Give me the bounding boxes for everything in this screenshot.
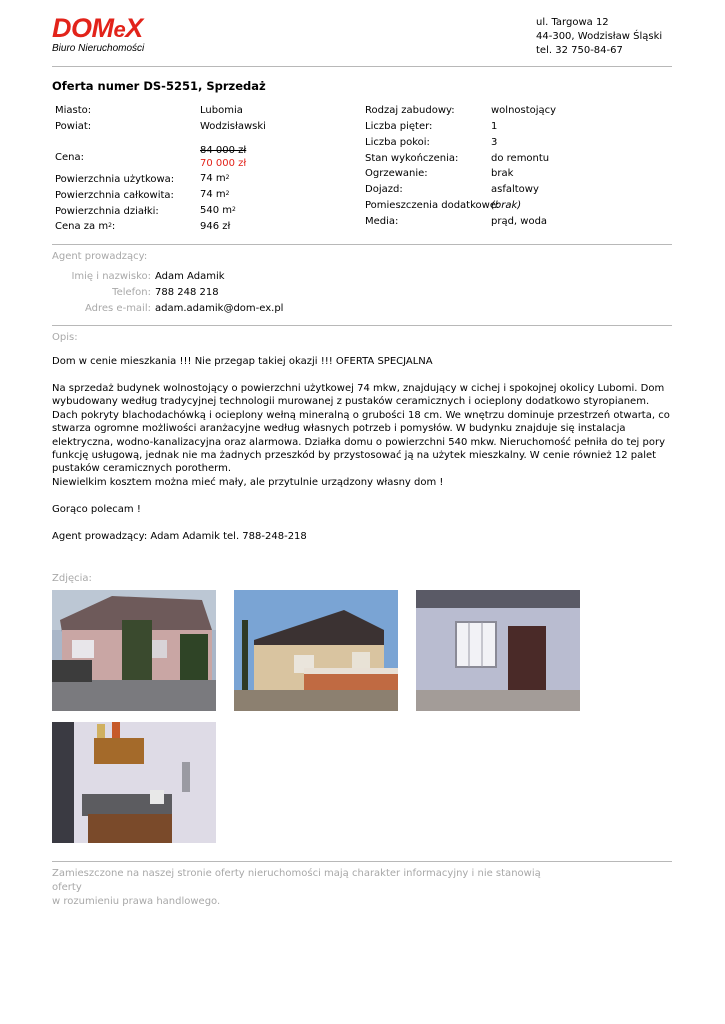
detail-value-city: Lubomia — [200, 105, 243, 116]
detail-value-condition: do remontu — [491, 153, 550, 164]
detail-value-county: Wodzisławski — [200, 121, 266, 132]
old-price: 84 000 zł — [200, 145, 247, 156]
details-divider — [52, 244, 672, 245]
logo-wordmark: DOMeX — [52, 13, 143, 43]
detail-label-price: Cena: — [55, 152, 84, 163]
logo-tagline: Biuro Nieruchomości — [52, 43, 145, 54]
header-divider — [52, 66, 672, 67]
detail-value-building-type: wolnostojący — [491, 105, 557, 116]
photo-house-side[interactable] — [234, 590, 398, 711]
agent-email[interactable]: adam.adamik@dom-ex.pl — [155, 303, 284, 314]
disclaimer-line-1: Zamieszczone na naszej stronie oferty nieruchomości mają charakter informacyjny i nie stanowią oferty — [52, 868, 541, 893]
detail-value-usable-area: 74 $m^2$ — [200, 173, 230, 184]
photo-interior-room[interactable] — [416, 590, 580, 711]
disclaimer-line-2: w rozumieniu prawa handlowego. — [52, 896, 221, 907]
photo-house-front[interactable] — [52, 590, 216, 711]
address-city: 44-300, Wodzisław Śląski — [536, 31, 663, 42]
detail-label-building-type: Rodzaj zabudowy: — [365, 105, 455, 116]
footer-divider — [52, 861, 672, 862]
description-headline: Dom w cenie mieszkania !!! Nie przegap takiej okazji !!! OFERTA SPECJALNA — [52, 356, 433, 367]
legal-disclaimer — [52, 867, 552, 909]
description-note: Niewielkim kosztem można mieć mały, ale przytulnie urządzony własny dom ! — [52, 477, 444, 488]
new-price: 70 000 zł — [200, 158, 247, 169]
detail-label-extra-rooms: Pomieszczenia dodatkowe: — [365, 200, 500, 211]
detail-label-utilities: Media: — [365, 216, 399, 227]
photo-kitchen[interactable] — [52, 722, 216, 843]
detail-value-total-area: 74 $m^2$ — [200, 189, 230, 200]
agent-name-label: Imię i nazwisko: — [71, 271, 151, 282]
description-section-label: Opis: — [52, 332, 78, 343]
photo-interior-room-image — [416, 590, 580, 711]
detail-label-county: Powiat: — [55, 121, 92, 132]
address-phone: tel. 32 750-84-67 — [536, 45, 623, 56]
agent-section-label: Agent prowadzący: — [52, 251, 148, 262]
detail-label-total-area: Powierzchnia całkowita: — [55, 190, 174, 201]
offer-title: Oferta numer DS-5251, Sprzedaż — [52, 79, 266, 93]
detail-label-usable-area: Powierzchnia użytkowa: — [55, 174, 175, 185]
detail-label-floors: Liczba pięter: — [365, 121, 433, 132]
company-logo — [52, 14, 172, 56]
detail-value-extra-rooms: (brak) — [491, 200, 522, 211]
description-agent-contact: Agent prowadzący: Adam Adamik tel. 788-248-218 — [52, 531, 307, 542]
photo-kitchen-image — [52, 722, 216, 843]
agent-divider — [52, 325, 672, 326]
photos-section-label: Zdjęcia: — [52, 573, 92, 584]
address-street: ul. Targowa 12 — [536, 17, 609, 28]
description-body: Na sprzedaż budynek wolnostojący o powierzchni użytkowej 74 mkw, znajdujący w cichej i spokojnej okolicy Lubomi. Dom wybudowany według tradycyjnej technologii murowanej z pustaków ceramicznych i ocieplony dodatkowo styropianem. Dach pokryty blachodachówką i ocieplony wełną mineralną o grubości 18 cm. We wnętrzu dominuje przestrzeń otwarta, co stwarza ogromne możliwości aranżacyjne według własnych potrzeb i pomysłów. W budynku znajduje się instalacja elektryczna, wodno-kanalizacyjna oraz alarmowa. Działka domu o powierzchni 540 mkw. Nieruchomość pełniła do tej pory funkcję usługową, jednak nie ma żadnych przeszkód by przystosować ją na użytek mieszkalny. W cenie również 12 palet pustaków ceramicznych porotherm. — [52, 383, 670, 475]
detail-label-heating: Ogrzewanie: — [365, 168, 428, 179]
detail-value-price-per-m2: 946 zł — [200, 221, 231, 232]
photo-house-side-image — [234, 590, 398, 711]
description-recommendation: Gorąco polecam ! — [52, 504, 141, 515]
detail-value-utilities: prąd, woda — [491, 216, 548, 227]
detail-value-plot-area: 540 $m^2$ — [200, 205, 236, 216]
agent-name: Adam Adamik — [155, 271, 225, 282]
agent-phone-label: Telefon: — [112, 287, 151, 298]
detail-label-price-per-m2: Cena za $m^2$: — [55, 221, 116, 232]
agent-phone[interactable]: 788 248 218 — [155, 287, 219, 298]
detail-value-rooms: 3 — [491, 137, 498, 148]
detail-label-access: Dojazd: — [365, 184, 403, 195]
detail-value-access: asfaltowy — [491, 184, 539, 195]
detail-value-floors: 1 — [491, 121, 498, 132]
agent-email-label: Adres e-mail: — [84, 303, 151, 314]
detail-label-condition: Stan wykończenia: — [365, 153, 459, 164]
detail-label-city: Miasto: — [55, 105, 92, 116]
detail-value-heating: brak — [491, 168, 514, 179]
company-address — [536, 16, 662, 58]
detail-label-plot-area: Powierzchnia działki: — [55, 206, 159, 217]
photo-house-front-image — [52, 590, 216, 711]
detail-label-rooms: Liczba pokoi: — [365, 137, 430, 148]
